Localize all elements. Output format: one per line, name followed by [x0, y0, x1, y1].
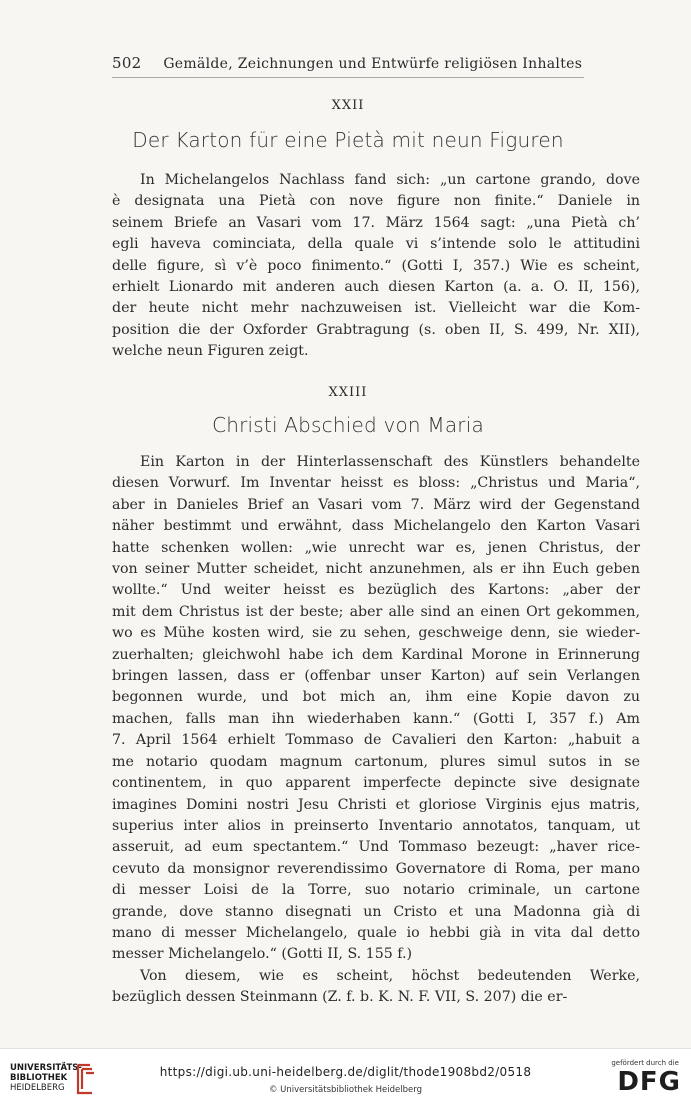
text-line: cevuto da monsignor reverendissimo Governatore di Roma, per mano: [112, 860, 640, 877]
text-line: wollte.“ Und weiter heisst es bezüglich des Kartons: „aber der: [112, 582, 640, 599]
text-line: Ein Karton in der Hinterlassenschaft des Künstlers behandelte: [140, 454, 640, 470]
library-logo: UNIVERSITÄTS- BIBLIOTHEK HEIDELBERG: [10, 1063, 82, 1093]
dfg-logo: DFG: [617, 1067, 681, 1097]
page-number: 502: [112, 54, 142, 72]
text-line: der heute nicht mehr nachzuweisen ist. Vielleicht war die Kom-: [112, 300, 640, 317]
running-title: Gemälde, Zeichnungen und Entwürfe religiösen Inhaltes: [163, 56, 583, 72]
text-line: wo es Mühe kosten wird, sie zu sehen, geschweige denn, sie wieder-: [112, 625, 640, 642]
running-head: [112, 54, 584, 72]
viewer-footer: [0, 1048, 691, 1108]
funder-note: gefördert durch die: [611, 1059, 679, 1067]
text-line: è designata una Pietà con nove figure non finite.“ Daniele in: [112, 193, 640, 210]
copyright-note: © Universitätsbibliothek Heidelberg: [268, 1085, 422, 1095]
section-number-xxii: XXII: [331, 98, 365, 113]
text-line: In Michelangelos Nachlass fand sich: „un cartone grando, dove: [140, 172, 640, 188]
header-rule: [112, 77, 584, 78]
paragraph-abschied: [112, 452, 640, 1009]
text-line: position die der Oxforder Grabtragung (s. oben II, S. 499, Nr. XII),: [112, 321, 640, 338]
text-line: mano di messer Michelangelo, quale io hebbi già in vita dal detto: [112, 924, 640, 941]
permalink-url[interactable]: https://digi.ub.uni-heidelberg.de/diglit/thode1908bd2/0518: [159, 1065, 532, 1079]
text-line: zuerhalten; gleichwohl habe ich dem Kardinal Morone in Erinnerung: [112, 646, 640, 663]
text-line: diesen Vorwurf. Im Inventar heisst es bloss: „Christus und Maria“,: [112, 475, 640, 492]
text-line: egli haveva cominciata, della quale vi s’intende solo le attitudini: [112, 236, 640, 253]
text-line: di messer Loisi de la Torre, suo notario criminale, un cartone: [112, 882, 640, 899]
text-line: bezüglich dessen Steinmann (Z. f. b. K. N. F. VII, S. 207) die er-: [112, 989, 568, 1006]
text-line: superius inter alios in preinserto Inventario annotatos, tanquam, ut: [112, 817, 640, 834]
section-number-xxiii: XXIII: [328, 385, 368, 400]
text-line: imagines Domini nostri Jesu Christi et gloriose Virginis ejus matris,: [112, 796, 640, 813]
text-line: asseruit, ad eum spectantem.“ Und Tommaso bezeugt: „haver rice-: [112, 839, 640, 856]
text-line: 7. April 1564 erhielt Tommaso de Cavalieri den Karton: „habuit a: [112, 732, 640, 749]
text-line: Von diesem, wie es scheint, höchst bedeutenden Werke,: [140, 967, 640, 984]
text-line: welche neun Figuren zeigt.: [112, 343, 309, 360]
text-line: aber in Danieles Brief an Vasari vom 7. März wird der Gegenstand: [112, 496, 640, 513]
text-line: von seiner Mutter scheidet, nicht anzunehmen, als er ihn Euch geben: [112, 561, 640, 578]
text-line: machen, falls man ihn wiederhaben kann.“ (Gotti I, 357 f.) Am: [112, 710, 640, 727]
text-line: messer Michelangelo.“ (Gotti II, S. 155 f.): [112, 946, 413, 963]
section-title-abschied: Christi Abschied von Maria: [212, 413, 484, 437]
text-line: erhielt Lionardo mit anderen auch diesen Karton (a. a. O. II, 156),: [112, 279, 640, 296]
text-line: hatte schenken wollen: „wie unrecht war es, jenen Christus, der: [112, 539, 640, 556]
text-line: mit dem Christus ist der beste; aber alle sind an einen Ort gekommen,: [112, 603, 640, 620]
text-line: seinem Briefe an Vasari vom 17. März 1564 sagt: „una Pietà ch’: [112, 214, 640, 231]
text-line: grande, dove stanno disegnati un Cristo et una Madonna già di: [112, 903, 640, 920]
text-line: me notario quodam magnum cartonum, plures simul sutos in se: [112, 753, 640, 770]
section-title-pieta: Der Karton für eine Pietà mit neun Figuren: [132, 128, 564, 152]
text-line: begonnen wurde, und bot mich an, ihm eine Kopie davon zu: [112, 689, 640, 706]
text-line: continentem, in quo apparent imperfecte depincte sive designate: [112, 775, 640, 792]
paragraph-pieta: [112, 170, 640, 363]
text-line: näher bestimmt und erwähnt, dass Michelangelo den Karton Vasari: [112, 518, 640, 535]
text-line: bringen lassen, dass er (offenbar unser Karton) auf sein Verlangen: [112, 668, 640, 685]
text-line: delle figure, sì v’è poco finimento.“ (Gotti I, 357.) Wie es scheint,: [112, 257, 640, 274]
